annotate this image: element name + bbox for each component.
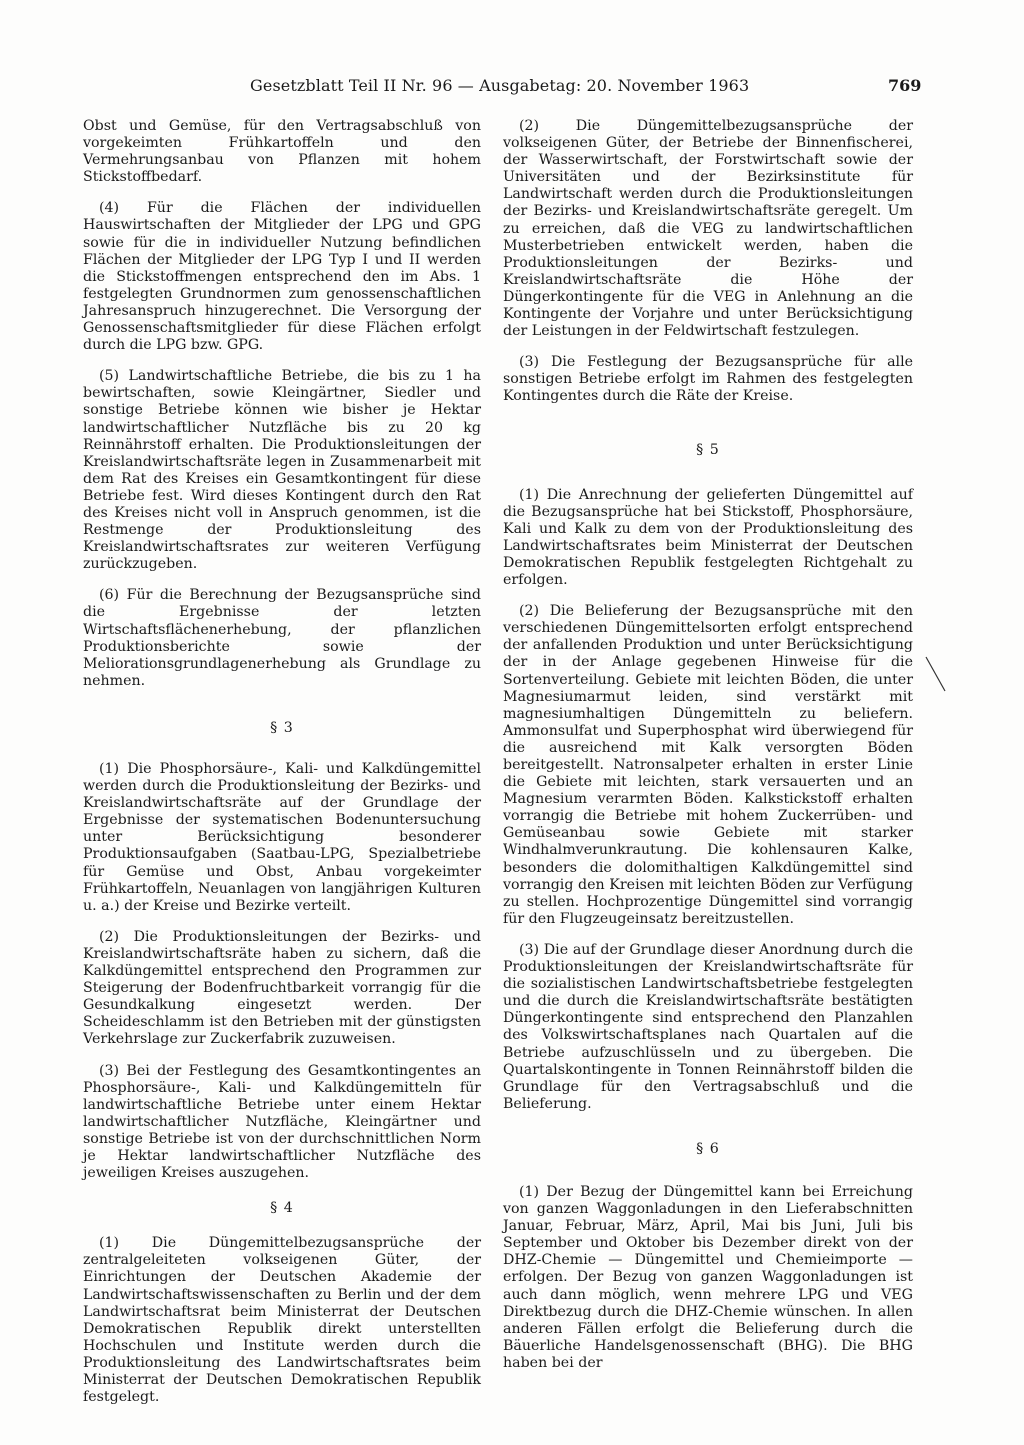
header-title: Gesetzblatt Teil II Nr. 96 — Ausgabetag: 20. November 1963 xyxy=(250,76,750,95)
left-column xyxy=(83,118,481,1406)
paragraph: (1) Die Düngemittelbezugsansprüche der zentralgeleiteten volkseigenen Güter, der Einrichtungen der Deutschen Akademie der Landwirtschaftswissenschaften zu Berlin und der dem Landwirtschaftsrat beim Ministerrat der Deutschen Demokratischen Republik direkt unterstellten Hochschulen und Institute werden durch die Produktionsleitung des Landwirtschaftsrates beim Ministerrat der Deutschen Demokratischen Republik festgelegt. xyxy=(83,1235,481,1406)
paragraph: (1) Der Bezug der Düngemittel kann bei Erreichung von ganzen Waggonladungen in den Lieferabschnitten Januar, Februar, März, April, Mai bis Juni, Juli bis September und Oktober bis Dezember direkt von der DHZ-Chemie — Düngemittel und Chemieimporte — erfolgen. Der Bezug von ganzen Waggonladungen ist auch dann möglich, wenn mehrere LPG und VEG Direktbezug durch die DHZ-Chemie wünschen. In allen anderen Fällen erfolgt die Belieferung durch die Bäuerliche Handelsgenossenschaft (BHG). Die BHG haben bei der xyxy=(503,1183,913,1371)
paragraph: (1) Die Phosphorsäure-, Kali- und Kalkdüngemittel werden durch die Produktionsleitung der Bezirks- und Kreislandwirtschaftsräte auf der Grundlage der Ergebnisse der systematischen Bodenuntersuchung unter Berücksichtigung besonderer Produktionsaufgaben (Saatbau-LPG, Spezialbetriebe für Gemüse und Obst, Anbau vorgekeimter Frühkartoffeln, Neuanlagen von langjährigen Kulturen u. a.) der Kreise und Bezirke verteilt. xyxy=(83,761,481,914)
paragraph: (5) Landwirtschaftliche Betriebe, die bis zu 1 ha bewirtschaften, sowie Kleingärtner, Siedler und sonstige Betriebe können wie bisher je Hektar landwirtschaftlicher Nutzfläche bis zu 20 kg Reinnährstoff erhalten. Die Produktionsleitungen der Kreislandwirtschaftsräte legen in Zusammenarbeit mit dem Rat des Kreises ein Gesamtkontingent für diese Betriebe fest. Wird dieses Kontingent durch den Rat des Kreises nicht voll in Anspruch genommen, ist die Restmenge der Produktionsleitung des Kreislandwirtschaftsrates zur weiteren Verfügung zurückzugeben. xyxy=(83,368,481,573)
paragraph: Obst und Gemüse, für den Vertragsabschluß von vorgekeimten Frühkartoffeln und den Vermehrungsanbau von Pflanzen mit hohem Stickstoffbedarf. xyxy=(83,118,481,186)
paragraph: (3) Die Festlegung der Bezugsansprüche für alle sonstigen Betriebe erfolgt im Rahmen des festgelegten Kontingentes durch die Räte der Kreise. xyxy=(503,354,913,405)
paragraph: (2) Die Düngemittelbezugsansprüche der volkseigenen Güter, der Betriebe der Binnenfischerei, der Wasserwirtschaft, der Forstwirtschaft sowie der Universitäten und der Bezirksinstitute für Landwirtschaft werden durch die Produktionsleitungen der Bezirks- und Kreislandwirtschaftsräte geregelt. Um zu erreichen, daß die VEG zu landwirtschaftlichen Musterbetrieben entwickelt werden, haben die Produktionsleitungen der Bezirks- und Kreislandwirtschaftsräte die Höhe der Düngerkontingente für die VEG in Anlehnung an die Kontingente der Vorjahre und unter Berücksichtigung der Leistungen in der Feldwirtschaft festzulegen. xyxy=(503,118,913,340)
paragraph: (4) Für die Flächen der individuellen Hauswirtschaften der Mitglieder der LPG und GPG sowie für die in individueller Nutzung befindlichen Flächen der Mitglieder der LPG Typ I und II werden die Stickstoffmengen entsprechend den im Abs. 1 festgelegten Grundnormen zum genossenschaftlichen Jahresanspruch hinzugerechnet. Die Versorgung der Genossenschaftsmitglieder für diese Flächen erfolgt durch die LPG bzw. GPG. xyxy=(83,200,481,354)
right-column xyxy=(503,118,913,1372)
paragraph: (6) Für die Berechnung der Bezugsansprüche sind die Ergebnisse der letzten Wirtschaftsflächenerhebung, der pflanzlichen Produktionsberichte sowie der Meliorationsgrundlagenerhebung als Grundlage zu nehmen. xyxy=(83,587,481,689)
paragraph: (1) Die Anrechnung der gelieferten Düngemittel auf die Bezugsansprüche hat bei Stickstoff, Phosphorsäure, Kali und Kalk zu dem von der Produktionsleitung des Landwirtschaftsrates beim Ministerrat der Deutschen Demokratischen Republik festgelegten Richtgehalt zu erfolgen. xyxy=(503,486,913,589)
page-number: 769 xyxy=(888,76,922,95)
margin-pen-mark xyxy=(925,655,947,695)
paragraph: (3) Die auf der Grundlage dieser Anordnung durch die Produktionsleitungen der Kreislandwirtschaftsräte für die sozialistischen Landwirtschaftsbetriebe festgelegten und die durch die Kreislandwirtschaftsräte bestätigten Düngerkontingente sind entsprechend den Planzahlen des Volkswirtschaftsplanes nach Quartalen auf die Betriebe aufzuschlüsseln und zu übergeben. Die Quartalskontingente in Tonnen Reinnährstoff bilden die Grundlage für den Vertragsabschluß und die Belieferung. xyxy=(503,941,913,1112)
section-heading: § 6 xyxy=(696,1140,720,1157)
section-heading: § 3 xyxy=(270,719,294,736)
paragraph: (2) Die Belieferung der Bezugsansprüche mit den verschiedenen Düngemittelsorten erfolgt entsprechend der anfallenden Produktion und unter Berücksichtigung der in der Anlage gegebenen Hinweise für die Sortenverteilung. Gebiete mit leichten Böden, die unter Magnesiumarmut leiden, sind verstärkt mit magnesiumhaltigen Düngemitteln zu beliefern. Ammonsulfat und Superphosphat wird überwiegend für die ausreichend mit Kalk versorgten Böden bereitgestellt. Natronsalpeter erhalten in erster Linie die Gebiete mit leichten, stark versauerten und an Magnesium verarmten Böden. Kalkstickstoff erhalten vorrangig die Betriebe mit hohem Zuckerrüben- und Gemüseanbau sowie Gebiete mit starker Windhalmverunkrautung. Die kohlensauren Kalke, besonders die dolomithaltigen Kalkdüngemittel sind vorrangig den Kreisen mit leichten Böden zur Verfügung zu stellen. Hochprozentige Düngemittel sind vorrangig für den Flugzeugeinsatz bereitzustellen. xyxy=(503,603,913,927)
section-heading: § 5 xyxy=(696,441,720,458)
section-heading: § 4 xyxy=(270,1200,294,1217)
paragraph: (2) Die Produktionsleitungen der Bezirks- und Kreislandwirtschaftsräte haben zu sichern, daß die Kalkdüngemittel entsprechend den Programmen zur Steigerung der Bodenfruchtbarkeit vorrangig für die Gesundkalkung eingesetzt werden. Der Scheideschlamm ist den Betrieben mit der günstigsten Verkehrslage zur Zuckerfabrik zuzuweisen. xyxy=(83,928,481,1048)
paragraph: (3) Bei der Festlegung des Gesamtkontingentes an Phosphorsäure-, Kali- und Kalkdüngemitteln für landwirtschaftliche Betriebe unter einem Hektar landwirtschaftlicher Nutzfläche, Kleingärtner und sonstige Betriebe ist von der durchschnittlichen Norm je Hektar landwirtschaftlicher Nutzfläche des jeweiligen Kreises auszugehen. xyxy=(83,1062,481,1182)
page-header xyxy=(0,76,1024,102)
